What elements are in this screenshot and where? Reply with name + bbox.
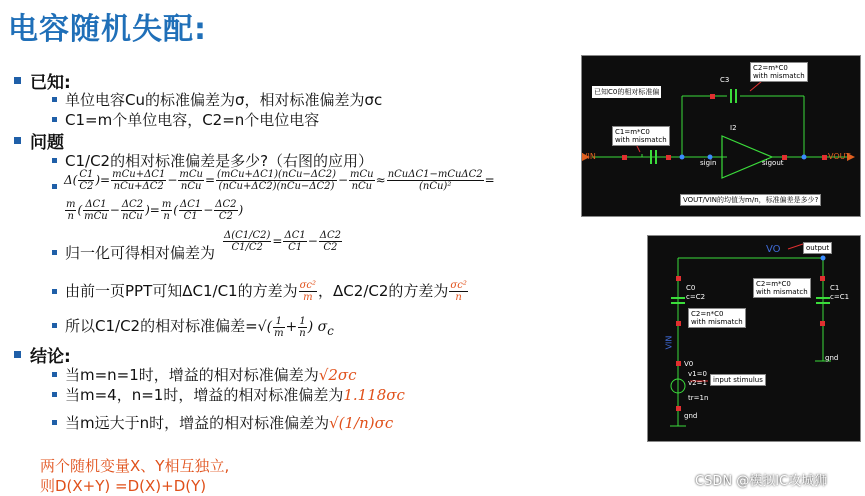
schematic-bottom-panel (647, 235, 861, 442)
question-box: VOUT/VIN的均值为m/n，标准偏差是多少? (680, 194, 821, 206)
bullet (14, 351, 21, 358)
c1-value: c=C1 (830, 293, 850, 301)
bullet (52, 97, 57, 102)
c1-label: C1 (830, 284, 840, 292)
vo-label: VO (766, 244, 781, 255)
watermark: CSDN @模拟IC攻城狮 (695, 474, 828, 489)
known-item-2: C1=m个单位电容，C2=n个电位电容 (65, 111, 320, 129)
bullet (52, 184, 57, 189)
bullet (52, 289, 57, 294)
c2-box-2: C2=m*C0 with mismatch (753, 278, 811, 298)
vout-label: VOUT (828, 152, 851, 161)
c0-label: C0 (686, 284, 696, 292)
opamp-icon (722, 136, 772, 178)
known-heading: 已知: (30, 73, 71, 93)
slide-title: 电容随机失配: (8, 12, 207, 47)
bullet (52, 323, 57, 328)
output-box: output (803, 242, 832, 254)
sigin-label: sigin (700, 159, 717, 167)
equation-2: $\frac{m}{n}$ ( $\frac{\Delta C1}{\text{mCu}}$ − $\frac{\Delta C2}{\text{nCu}}$ )= $\frac{m}{n}$ ( $\frac{\Delta C1}{C1}$ − $\frac{\Delta C2}{C2}$ ) (66, 199, 244, 222)
sigout-label: sigout (762, 159, 784, 167)
known-item-1: 单位电容Cu的标准偏差为σ，相对标准偏差为σc (65, 91, 383, 109)
bullet (52, 158, 57, 163)
c0-box: 已知C0的相对标准偏 (594, 88, 660, 96)
c3-label: C3 (720, 76, 730, 84)
v2-label: v2=1 (688, 379, 707, 387)
note-line-1: 两个随机变量X、Y相互独立, (40, 457, 230, 475)
gnd-label: gnd (684, 412, 698, 420)
independence-note (40, 456, 229, 496)
vin-label: VIN (664, 335, 674, 350)
question-heading: 问题 (30, 133, 64, 153)
c2-label: C2=m*C0 with mismatch (750, 62, 808, 82)
c2-box: C2=n*C0 with mismatch (688, 308, 746, 328)
so-text: 所以C1/C2的相对标准偏差=√( $\frac{1}{m}$ + $\frac{1}{n}$ ) $\sigma_c$ (65, 315, 334, 339)
bullet (52, 117, 57, 122)
gnd-label-2: gnd (825, 354, 839, 362)
v1-label: v1=0 (688, 370, 707, 378)
bullet (14, 137, 21, 144)
equation-3: $\frac{\Delta(C1/C2)}{C1/C2}$ = $\frac{\Delta C1}{C1}$ − $\frac{\Delta C2}{C2}$ (224, 230, 342, 253)
variance-text: 由前一页PPT可知ΔC1/C1的方差为 $\frac{\text{σc²}}{m}$ ，ΔC2/C2的方差为 $\frac{\text{σc²}}{n}$ (65, 280, 467, 303)
conclusion-2: 当m=4，n=1时，增益的相对标准偏差为1.118σc (65, 386, 405, 404)
i2-label: I2 (730, 124, 737, 132)
schematic-bottom-wires (648, 236, 860, 441)
note-line-2: 则D(X+Y) =D(X)+D(Y) (40, 477, 207, 495)
c1-label: C1=m*C0 with mismatch (612, 126, 670, 146)
bullet (14, 77, 21, 84)
schematic-top-panel (581, 55, 861, 217)
stimulus-box: input stimulus (710, 374, 766, 386)
c0-value: c=C2 (686, 293, 706, 301)
tr-label: tr=1n (688, 394, 709, 402)
v0-label: V0 (684, 360, 694, 368)
vin-label: VIN (582, 152, 596, 161)
conclusion-1: 当m=n=1时，增益的相对标准偏差为√2σc (65, 366, 357, 384)
question-1: C1/C2的相对标准偏差是多少?（右图的应用） (65, 152, 374, 170)
conclusion-heading: 结论: (30, 347, 71, 367)
bullet (52, 372, 57, 377)
conclusion-3: 当m远大于n时，增益的相对标准偏差为√(1/n)σc (65, 414, 394, 432)
bullet (52, 250, 57, 255)
bullet (52, 392, 57, 397)
equation-1: Δ( $\frac{C1}{C2}$ )= $\frac{\text{mCu+ΔC1}}{\text{nCu+ΔC2}}$ − $\frac{\text{mCu}}{\text{nCu}}$ = $\frac{\text{(mCu+ΔC1)(nCu−ΔC2)}}{\text{(nCu+ΔC2)(nCu−ΔC2)}}$ − $\frac{\text{mCu}}{\text{nCu}}$ ≈ $\frac{\text{nCuΔC1−mCuΔC2}}{\text{(nCu)²}}$ = (64, 169, 495, 192)
normalize-text: 归一化可得相对偏差为 (65, 244, 216, 262)
bullet (52, 420, 57, 425)
